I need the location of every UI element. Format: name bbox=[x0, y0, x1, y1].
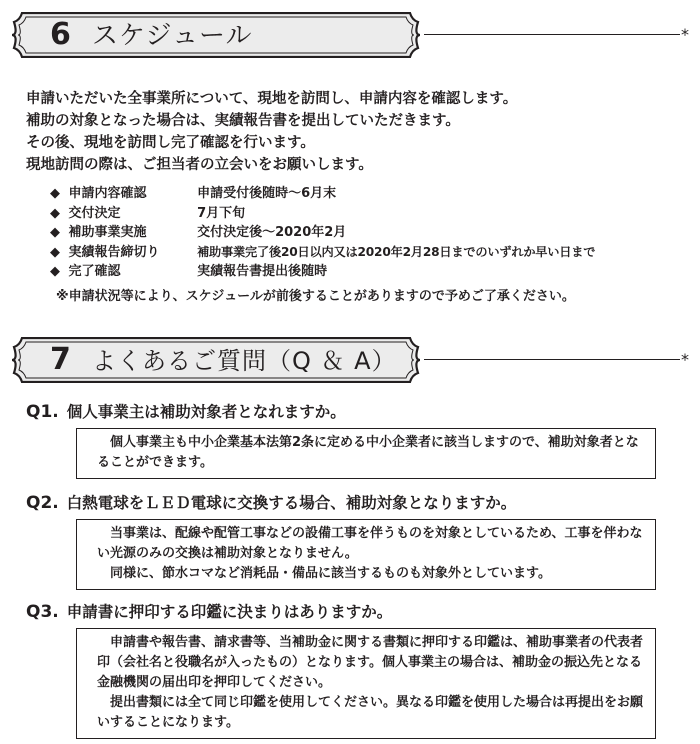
answer-paragraph: 提出書類には全て同じ印鑑を使用してください。異なる印鑑を使用した場合は再提出をお願いすることになります。 bbox=[97, 695, 644, 730]
answer-paragraph: 当事業は、配線や配管工事などの設備工事を伴うものを対象としているため、工事を伴わない光源のみの交換は補助対象となりません。 bbox=[97, 526, 643, 561]
title-rule bbox=[424, 34, 680, 35]
schedule-value: 7月下旬 bbox=[197, 205, 246, 221]
schedule-item bbox=[50, 204, 595, 224]
schedule-item bbox=[50, 243, 595, 263]
schedule-item bbox=[50, 262, 595, 282]
schedule-value: 実績報告書提出後随時 bbox=[197, 264, 328, 279]
answer-box-1 bbox=[76, 428, 656, 479]
question-text: 白熱電球をＬＥＤ電球に交換する場合、補助対象となりますか。 bbox=[66, 494, 517, 512]
section-number: 6 bbox=[50, 17, 71, 52]
star-mark: * bbox=[681, 25, 689, 44]
intro-line: 現地訪問の際は、ご担当者の立会いをお願いします。 bbox=[26, 157, 373, 173]
diamond-bullet-icon: ◆ bbox=[50, 244, 60, 260]
schedule-value: 交付決定後～2020年2月 bbox=[197, 225, 347, 240]
section-6-banner bbox=[8, 12, 424, 58]
intro-line: 申請いただいた全事業所について、現地を訪問し、申請内容を確認します。 bbox=[26, 91, 518, 107]
question-label: Q3. bbox=[26, 602, 59, 622]
schedule-label: 実績報告締切り bbox=[68, 244, 160, 260]
question-2 bbox=[26, 492, 516, 514]
diamond-bullet-icon: ◆ bbox=[50, 225, 60, 240]
schedule-label: 完了確認 bbox=[68, 264, 121, 279]
title-rule bbox=[424, 359, 680, 360]
answer-paragraph: 個人事業主も中小企業基本法第2条に定める中小企業者に該当しますので、補助対象者となることができます。 bbox=[97, 435, 639, 470]
section-7-banner bbox=[8, 337, 424, 383]
section-number: 7 bbox=[50, 342, 71, 377]
answer-box-2 bbox=[76, 519, 656, 590]
schedule-value: 申請受付後随時～6月末 bbox=[197, 186, 337, 201]
schedule-label: 補助事業実施 bbox=[68, 225, 147, 240]
intro-line: 補助の対象となった場合は、実績報告書を提出していただきます。 bbox=[26, 113, 460, 129]
schedule-label: 交付決定 bbox=[68, 205, 121, 221]
star-mark: * bbox=[681, 350, 689, 369]
question-1 bbox=[26, 401, 346, 423]
section-title: スケジュール bbox=[92, 21, 253, 51]
question-label: Q2. bbox=[26, 493, 59, 513]
question-label: Q1. bbox=[26, 402, 59, 422]
question-3 bbox=[26, 601, 392, 623]
schedule-label: 申請内容確認 bbox=[68, 186, 147, 201]
schedule-list bbox=[50, 184, 595, 282]
diamond-bullet-icon: ◆ bbox=[50, 205, 60, 221]
schedule-item bbox=[50, 223, 595, 243]
question-text: 個人事業主は補助対象者となれますか。 bbox=[66, 403, 346, 421]
answer-paragraph: 申請書や報告書、請求書等、当補助金に関する書類に押印する印鑑は、補助事業者の代表者印（会社名と役職名が入ったもの）となります。個人事業主の場合は、補助金の振込先となる金融機関の届出印を押印してください。 bbox=[97, 635, 644, 690]
schedule-item bbox=[50, 184, 595, 204]
question-text: 申請書に押印する印鑑に決まりはありますか。 bbox=[66, 603, 393, 621]
diamond-bullet-icon: ◆ bbox=[50, 186, 60, 201]
schedule-value: 補助事業完了後20日以内又は2020年2月28日までのいずれか早い日まで bbox=[197, 244, 596, 259]
diamond-bullet-icon: ◆ bbox=[50, 264, 60, 279]
schedule-note: ※申請状況等により、スケジュールが前後することがありますので予めご了承ください。 bbox=[56, 289, 575, 304]
answer-paragraph: 同様に、節水コマなど消耗品・備品に該当するものも対象外としています。 bbox=[110, 566, 551, 581]
section-title: よくあるご質問（Q ＆ A） bbox=[92, 347, 397, 375]
intro-line: その後、現地を訪問し完了確認を行います。 bbox=[26, 135, 315, 151]
intro-text bbox=[26, 88, 517, 176]
answer-box-3 bbox=[76, 628, 656, 739]
